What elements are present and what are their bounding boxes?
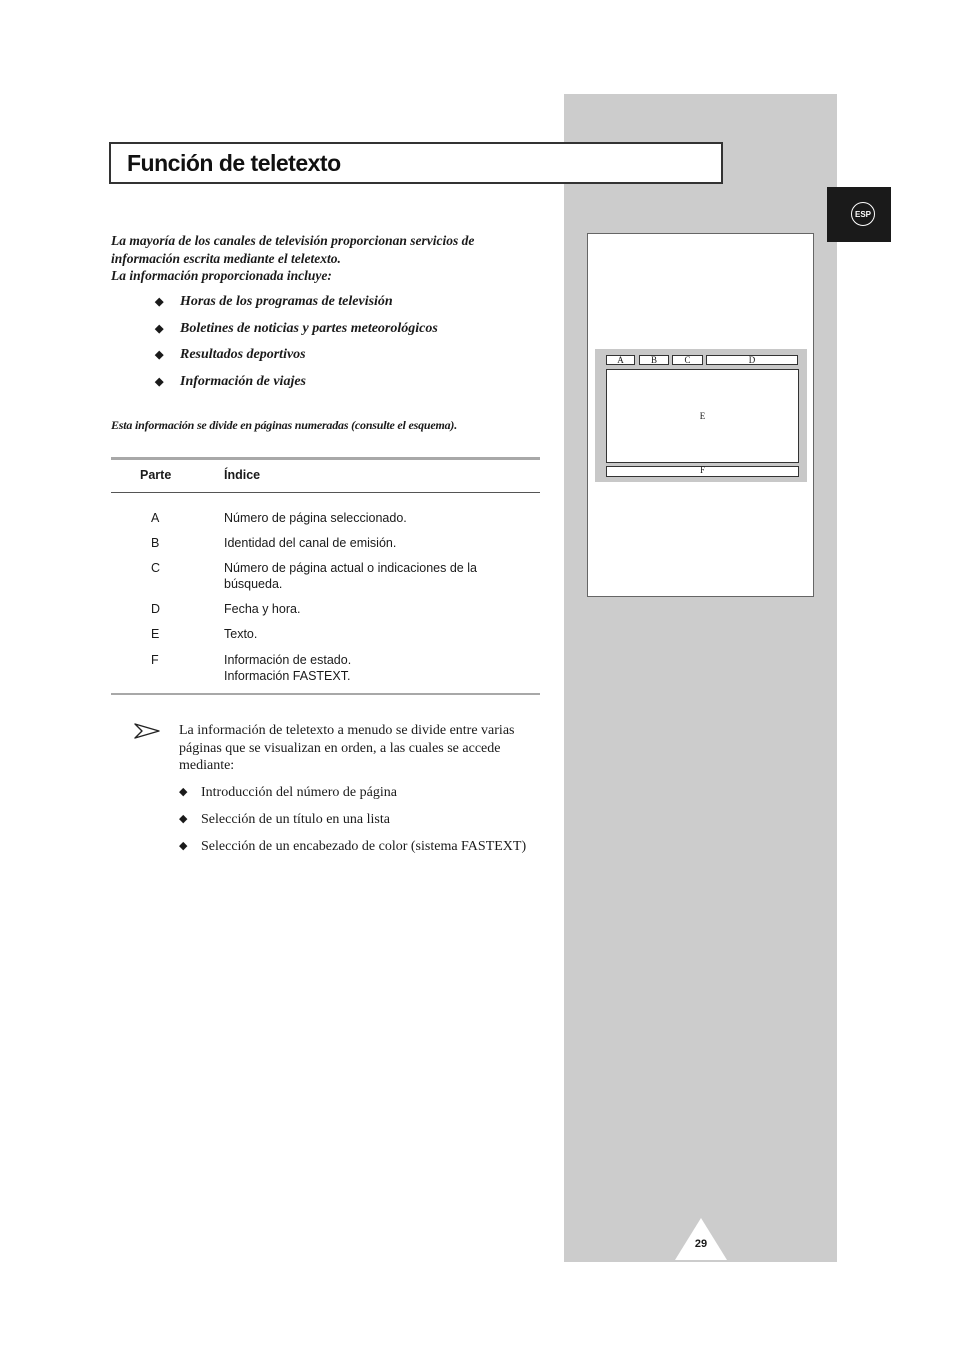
language-tab xyxy=(827,187,891,242)
row-value: Información de estado. Información FASTEXT. xyxy=(224,653,352,683)
diamond-bullet-icon: ◆ xyxy=(179,813,188,825)
tip-text: La información de teletexto a menudo se divide entre varias páginas que se visualizan en orden, a las cuales se accede mediante: xyxy=(179,723,515,773)
diamond-bullet-icon: ◆ xyxy=(155,349,164,362)
row-key: B xyxy=(151,536,160,550)
row-key: A xyxy=(151,511,160,525)
row-key: D xyxy=(151,602,161,616)
info-list xyxy=(155,293,438,400)
diamond-bullet-icon: ◆ xyxy=(179,786,188,798)
diamond-bullet-icon: ◆ xyxy=(155,322,164,335)
page-title: Función de teletexto xyxy=(127,150,341,176)
table-header-index: Índice xyxy=(224,468,261,482)
language-badge: ESP xyxy=(851,202,875,226)
list-item-text: Selección de un título en una lista xyxy=(201,812,390,827)
list-item-text: Información de viajes xyxy=(180,374,306,390)
teletext-screen xyxy=(595,349,807,482)
diagram-label-f: F xyxy=(606,466,799,477)
row-value: Texto. xyxy=(224,627,258,641)
diagram-label-a: A xyxy=(606,355,635,365)
list-item-text: Horas de los programas de televisión xyxy=(180,294,393,309)
row-value: Número de página actual o indicaciones de la búsqueda. xyxy=(224,561,477,591)
list-item-text: Boletines de noticias y partes meteorológicos xyxy=(180,320,438,336)
list-item xyxy=(179,784,544,801)
intro-line-1: La mayoría de los canales de televisión proporcionan servicios de información escrita mediante el teletexto. xyxy=(111,233,475,266)
list-item-text: Resultados deportivos xyxy=(180,347,306,363)
access-methods-list xyxy=(179,784,544,865)
row-key: C xyxy=(151,561,161,575)
row-value: Número de página seleccionado. xyxy=(224,511,407,525)
pages-note: Esta información se divide en páginas numeradas (consulte el esquema). xyxy=(111,418,458,432)
list-item-text: Selección de un encabezado de color (sistema FASTEXT) xyxy=(201,839,527,854)
page-number xyxy=(675,1218,727,1260)
row-value: Identidad del canal de emisión. xyxy=(224,536,397,550)
row-key: E xyxy=(151,627,160,641)
list-item xyxy=(155,373,438,400)
list-item-text: Introducción del número de página xyxy=(201,785,397,800)
intro-line-2: La información proporcionada incluye: xyxy=(111,268,332,283)
table-header-rule xyxy=(111,492,540,493)
page-number-text: 29 xyxy=(694,1238,708,1250)
diagram-label-d: D xyxy=(706,355,798,365)
list-item xyxy=(155,293,438,320)
list-item xyxy=(179,811,544,828)
list-item xyxy=(179,838,544,855)
row-key: F xyxy=(151,653,159,667)
intro-text xyxy=(111,232,541,285)
row-value: Fecha y hora. xyxy=(224,602,301,616)
list-item xyxy=(155,346,438,373)
table-bottom-rule xyxy=(111,693,540,695)
note-arrow-icon xyxy=(134,722,160,740)
diamond-bullet-icon: ◆ xyxy=(155,376,164,389)
list-item xyxy=(155,320,438,347)
teletext-diagram xyxy=(587,233,814,597)
diagram-label-c: C xyxy=(672,355,703,365)
diamond-bullet-icon: ◆ xyxy=(155,296,164,308)
diamond-bullet-icon: ◆ xyxy=(179,840,188,852)
diagram-label-e: E xyxy=(606,369,799,463)
title-box xyxy=(109,142,723,184)
table-header-part: Parte xyxy=(140,468,172,482)
diagram-label-b: B xyxy=(639,355,669,365)
table-top-rule xyxy=(111,457,540,460)
